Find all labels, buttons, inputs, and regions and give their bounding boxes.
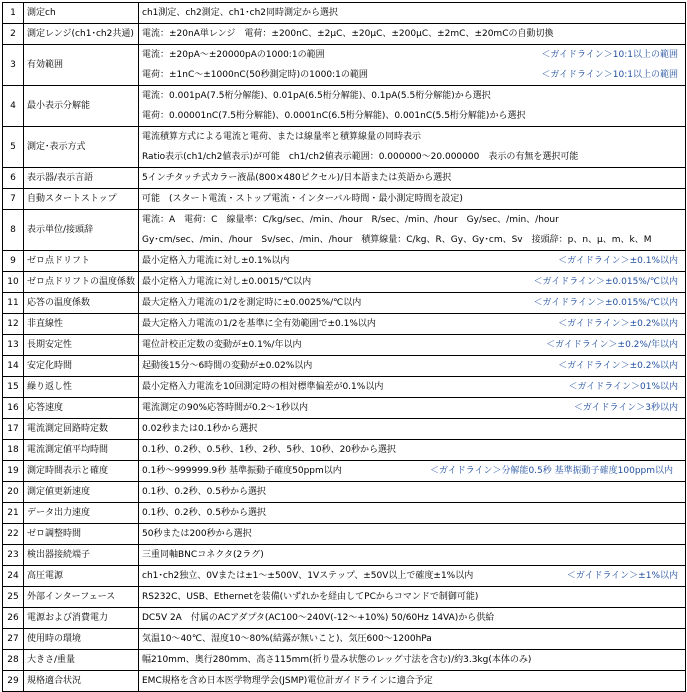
spec-description: [139, 398, 686, 419]
spec-value: 最大定格入力電流の1/2を測定時に±0.0025%/℃以内: [142, 298, 362, 308]
spec-value: 電流：A 電荷：C 線量率：C/kg/sec、/min、/hour R/sec、/min、/hour Gy/sec、/min、/hour: [142, 215, 559, 225]
spec-description-line: [142, 210, 682, 230]
spec-value: 0.1秒、0.2秒、0.5秒、1秒、2秒、5秒、10秒、20秒から選択: [142, 445, 397, 455]
row-number: 21: [3, 503, 24, 524]
spec-description-line: [142, 671, 682, 691]
row-number: 17: [3, 419, 24, 440]
spec-description: [139, 127, 686, 168]
spec-value: EMC規格を含め日本医学物理学会(JSMP)電位計ガイドラインに適合予定: [142, 676, 433, 686]
spec-row: [3, 189, 686, 210]
spec-name: 測定値更新速度: [24, 482, 139, 503]
spec-description-line: [142, 230, 682, 250]
row-number: 10: [3, 272, 24, 293]
guideline-note: ＜ガイドライン＞10:1以上の範囲: [541, 70, 678, 80]
spec-value: 50秒または200秒から選択: [142, 529, 252, 539]
spec-name: 測定･表示方式: [24, 127, 139, 168]
spec-name: 最小表示分解能: [24, 86, 139, 127]
spec-description-line: [142, 314, 682, 334]
spec-name: 測定ch: [24, 3, 139, 24]
spec-description-line: [142, 106, 682, 126]
spec-description-line: [142, 545, 682, 565]
guideline-note: ＜ガイドライン＞01%以内: [568, 382, 678, 392]
spec-name: 電流測定回路時定数: [24, 419, 139, 440]
spec-value: ch1測定、ch2測定、ch1･ch2同時測定から選択: [142, 8, 339, 18]
spec-value: DC5V 2A 付属のACアダプタ(AC100～240V(-12～+10%) 50/60Hz 14VA)から供給: [142, 613, 495, 623]
spec-description-line: [142, 65, 682, 85]
spec-name: 電流測定値平均時間: [24, 440, 139, 461]
spec-name: 電源および消費電力: [24, 608, 139, 629]
spec-name: 高圧電源: [24, 566, 139, 587]
spec-name: 使用時の環境: [24, 629, 139, 650]
spec-description-line: [142, 524, 682, 544]
spec-value: 電流測定の90%応答時間が0.2～1秒以内: [142, 403, 309, 413]
spec-name: 長期安定性: [24, 335, 139, 356]
row-number: 7: [3, 189, 24, 210]
spec-name: 表示器/表示言語: [24, 168, 139, 189]
spec-row: [3, 314, 686, 335]
spec-value: 5インチタッチ式カラー液晶(800×480ピクセル)/日本語または英語から選択: [142, 173, 452, 183]
spec-description: [139, 461, 686, 482]
spec-row: [3, 377, 686, 398]
spec-description: [139, 3, 686, 24]
row-number: 11: [3, 293, 24, 314]
row-number: 23: [3, 545, 24, 566]
spec-description-line: [142, 45, 682, 65]
spec-row: [3, 272, 686, 293]
spec-row: [3, 608, 686, 629]
spec-value: 最小定格入力電流を10回測定時の相対標準偏差が0.1%以内: [142, 382, 384, 392]
row-number: 16: [3, 398, 24, 419]
spec-row: [3, 587, 686, 608]
spec-description: [139, 24, 686, 45]
spec-name: 安定化時間: [24, 356, 139, 377]
guideline-note: ＜ガイドライン＞±0.015%/℃以内: [533, 298, 678, 308]
spec-value: 電荷：±1nC～±1000nC(50秒測定時)の1000:1の範囲: [142, 70, 368, 80]
spec-value: 気温10～40℃、湿度10～80%(結露が無いこと)、気圧600～1200hPa: [142, 634, 432, 644]
row-number: 28: [3, 650, 24, 671]
row-number: 27: [3, 629, 24, 650]
row-number: 8: [3, 210, 24, 251]
spec-value: 起動後15分～6時間の変動が±0.02%以内: [142, 361, 313, 371]
spec-row: [3, 671, 686, 692]
spec-description-line: [142, 335, 682, 355]
spec-name: 有効範囲: [24, 45, 139, 86]
spec-description-line: [142, 461, 682, 481]
spec-value: 最小定格入力電流に対し±0.0015/℃以内: [142, 277, 312, 287]
spec-description: [139, 45, 686, 86]
spec-description-line: [142, 629, 682, 649]
spec-description: [139, 210, 686, 251]
spec-name: 検出器接続端子: [24, 545, 139, 566]
spec-value: 可能 (スタート電流・ストップ電流・インターバル時間・最小測定時間を設定): [142, 194, 463, 204]
row-number: 5: [3, 127, 24, 168]
spec-value: Gy･cm/sec、/min、/hour Sv/sec、/min、/hour 積算線量：C/kg、R、Gy、Gy･cm、Sv 接頭辞：p、n、μ、m、k、M: [142, 235, 652, 245]
spec-value: 最大定格入力電流の1/2を基準に全有効範囲で±0.1%以内: [142, 319, 376, 329]
spec-row: [3, 524, 686, 545]
spec-row: [3, 482, 686, 503]
guideline-note: ＜ガイドライン＞10:1以上の範囲: [541, 50, 678, 60]
guideline-note: ＜ガイドライン＞3秒以内: [573, 403, 678, 413]
spec-value: 電流：0.001pA(7.5桁分解能)、0.01pA(6.5桁分解能)、0.1pA(5.5桁分解能)から選択: [142, 91, 491, 101]
spec-value: 電流積算方式による電流と電荷、または線量率と積算線量の同時表示: [142, 132, 422, 142]
spec-name: データ出力速度: [24, 503, 139, 524]
spec-description-line: [142, 398, 682, 418]
spec-name: 測定時間表示と確度: [24, 461, 139, 482]
spec-description-line: [142, 377, 682, 397]
spec-row: [3, 503, 686, 524]
guideline-note: ＜ガイドライン＞±0.2%以内: [558, 361, 678, 371]
spec-description-line: [142, 3, 682, 23]
spec-row: [3, 566, 686, 587]
spec-description-line: [142, 272, 682, 292]
spec-description-line: [142, 419, 682, 439]
row-number: 6: [3, 168, 24, 189]
spec-description: [139, 608, 686, 629]
guideline-note: ＜ガイドライン＞±0.1%以内: [558, 256, 678, 266]
row-number: 13: [3, 335, 24, 356]
spec-description: [139, 650, 686, 671]
spec-row: [3, 127, 686, 168]
spec-description: [139, 482, 686, 503]
spec-name: 大きさ/重量: [24, 650, 139, 671]
spec-description-line: [142, 127, 682, 147]
spec-value: 0.1秒、0.2秒、0.5秒から選択: [142, 508, 266, 518]
spec-value: 0.1秒～999999.9秒 基準振動子確度50ppm以内: [142, 466, 342, 476]
spec-description: [139, 629, 686, 650]
spec-description-line: [142, 440, 682, 460]
guideline-note: ＜ガイドライン＞±1%以内: [566, 571, 678, 581]
spec-description: [139, 168, 686, 189]
row-number: 19: [3, 461, 24, 482]
spec-name: 外部インターフェース: [24, 587, 139, 608]
spec-name: 自動スタートストップ: [24, 189, 139, 210]
spec-row: [3, 650, 686, 671]
spec-row: [3, 461, 686, 482]
spec-row: [3, 251, 686, 272]
spec-name: 繰り返し性: [24, 377, 139, 398]
row-number: 20: [3, 482, 24, 503]
spec-row: [3, 86, 686, 127]
spec-row: [3, 545, 686, 566]
spec-value: 幅210mm、奥行280mm、高さ115mm(折り畳み状態のレッグ寸法を含む)/約3.3kg(本体のみ): [142, 655, 532, 665]
spec-row: [3, 168, 686, 189]
spec-row: [3, 3, 686, 24]
row-number: 4: [3, 86, 24, 127]
guideline-note: ＜ガイドライン＞分解能0.5秒 基準振動子確度100ppm以内: [430, 466, 674, 476]
spec-value: 電流：±20pA～±20000pAの1000:1の範囲: [142, 50, 325, 60]
spec-name: 応答速度: [24, 398, 139, 419]
spec-description: [139, 440, 686, 461]
spec-row: [3, 440, 686, 461]
spec-description-line: [142, 503, 682, 523]
spec-value: 0.1秒、0.2秒、0.5秒から選択: [142, 487, 266, 497]
spec-value: 0.02秒または0.1秒から選択: [142, 424, 258, 434]
spec-value: 最小定格入力電流に対し±0.1%以内: [142, 256, 290, 266]
spec-row: [3, 24, 686, 45]
spec-description-line: [142, 608, 682, 628]
spec-value: 三重同軸BNCコネクタ(2ラグ): [142, 550, 264, 560]
spec-description: [139, 419, 686, 440]
spec-row: [3, 629, 686, 650]
spec-name: 応答の温度係数: [24, 293, 139, 314]
spec-name: 表示単位/接頭辞: [24, 210, 139, 251]
spec-description-line: [142, 650, 682, 670]
spec-table-body: [3, 3, 686, 692]
spec-description-line: [142, 293, 682, 313]
spec-description: [139, 545, 686, 566]
spec-name: 規格適合状況: [24, 671, 139, 692]
row-number: 2: [3, 24, 24, 45]
spec-description: [139, 377, 686, 398]
row-number: 12: [3, 314, 24, 335]
row-number: 26: [3, 608, 24, 629]
spec-row: [3, 398, 686, 419]
spec-name: ゼロ点ドリフト: [24, 251, 139, 272]
spec-description: [139, 189, 686, 210]
spec-description: [139, 251, 686, 272]
row-number: 15: [3, 377, 24, 398]
spec-description-line: [142, 147, 682, 167]
row-number: 25: [3, 587, 24, 608]
row-number: 1: [3, 3, 24, 24]
spec-name: 非直線性: [24, 314, 139, 335]
spec-row: [3, 419, 686, 440]
spec-value: RS232C、USB、Ethernetを装備(いずれかを経由してPCからコマンドで制御可能): [142, 592, 479, 602]
row-number: 9: [3, 251, 24, 272]
spec-description-line: [142, 86, 682, 106]
spec-row: [3, 356, 686, 377]
guideline-note: ＜ガイドライン＞±0.015%/℃以内: [533, 277, 678, 287]
spec-table: [2, 2, 686, 692]
spec-description: [139, 272, 686, 293]
spec-description: [139, 503, 686, 524]
guideline-note: ＜ガイドライン＞±0.2%以内: [558, 319, 678, 329]
spec-description: [139, 671, 686, 692]
spec-value: ch1･ch2独立、0Vまたは±1～±500V、1Vステップ、±50V以上で確度±1%以内: [142, 571, 474, 581]
spec-row: [3, 293, 686, 314]
row-number: 18: [3, 440, 24, 461]
spec-value: 電位計校正定数の変動が±0.1%/年以内: [142, 340, 302, 350]
row-number: 14: [3, 356, 24, 377]
spec-description: [139, 314, 686, 335]
spec-description: [139, 566, 686, 587]
spec-description-line: [142, 356, 682, 376]
spec-description: [139, 86, 686, 127]
spec-description-line: [142, 189, 682, 209]
spec-name: ゼロ点ドリフトの温度係数: [24, 272, 139, 293]
guideline-note: ＜ガイドライン＞±0.2%/年以内: [546, 340, 678, 350]
spec-description: [139, 587, 686, 608]
spec-description-line: [142, 566, 682, 586]
row-number: 29: [3, 671, 24, 692]
spec-description-line: [142, 482, 682, 502]
spec-description: [139, 524, 686, 545]
spec-description-line: [142, 587, 682, 607]
spec-description: [139, 335, 686, 356]
spec-row: [3, 335, 686, 356]
row-number: 22: [3, 524, 24, 545]
spec-description: [139, 356, 686, 377]
spec-description-line: [142, 251, 682, 271]
spec-value: Ratio表示(ch1/ch2値表示)が可能 ch1/ch2値表示範囲：0.000000～20.000000 表示の有無を選択可能: [142, 152, 579, 162]
spec-name: 測定レンジ(ch1･ch2共通): [24, 24, 139, 45]
spec-name: ゼロ調整時間: [24, 524, 139, 545]
spec-row: [3, 210, 686, 251]
spec-value: 電荷：0.00001nC(7.5桁分解能)、0.0001nC(6.5桁分解能)、0.001nC(5.5桁分解能)から選択: [142, 111, 526, 121]
spec-description-line: [142, 24, 682, 44]
spec-description-line: [142, 168, 682, 188]
spec-description: [139, 293, 686, 314]
row-number: 24: [3, 566, 24, 587]
spec-value: 電流：±20nA単レンジ 電荷：±200nC、±2μC、±20μC、±200μC、±2mC、±20mCの自動切換: [142, 29, 554, 39]
spec-row: [3, 45, 686, 86]
row-number: 3: [3, 45, 24, 86]
